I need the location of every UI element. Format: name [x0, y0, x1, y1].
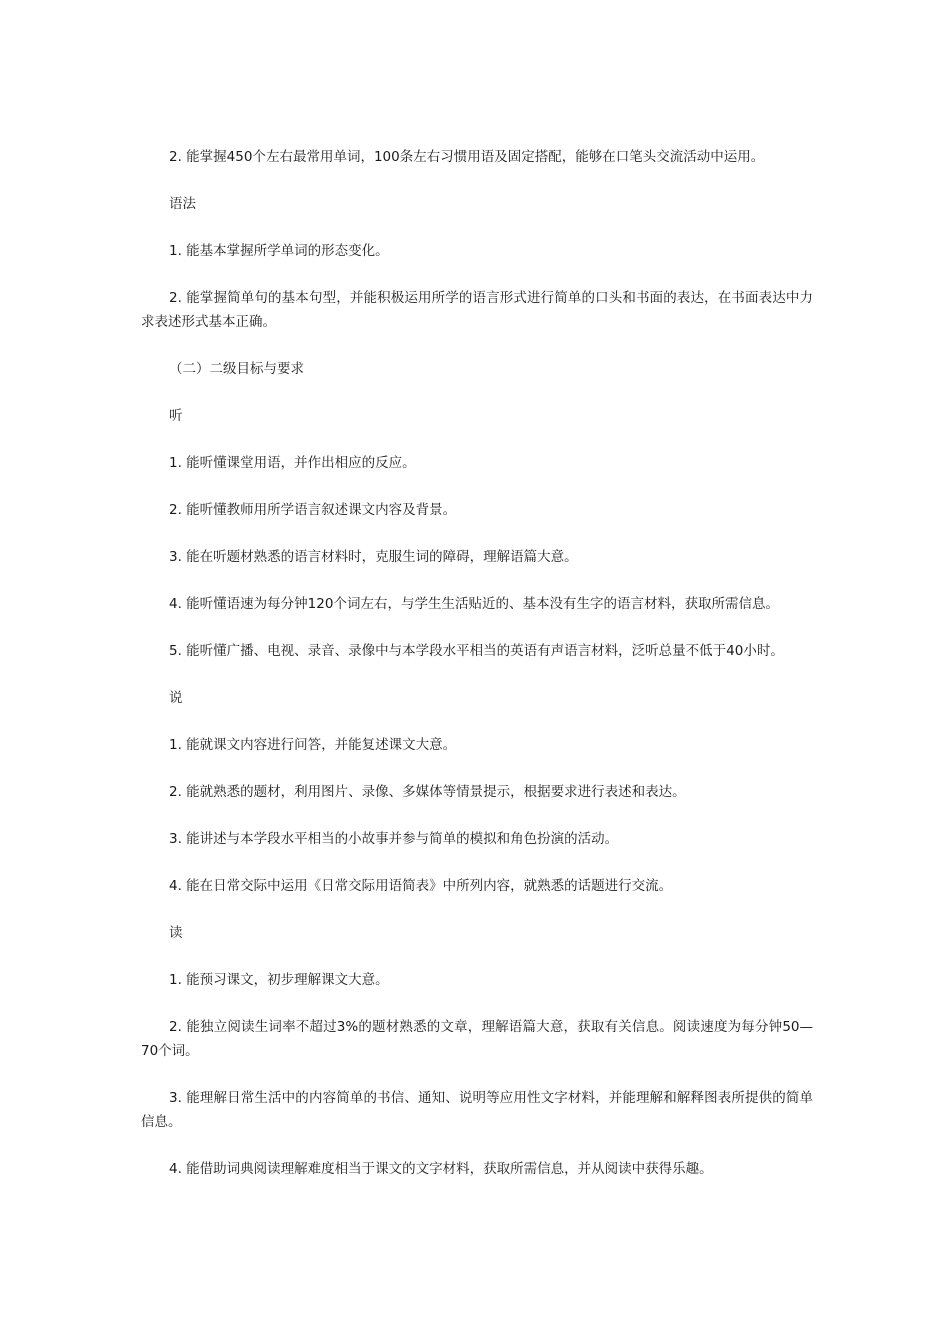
- paragraph-reading-2: 2. 能独立阅读生词率不超过3%的题材熟悉的文章，理解语篇大意，获取有关信息。阅读速度为每分钟50—70个词。: [141, 1019, 813, 1059]
- paragraph-reading-3: 3. 能理解日常生活中的内容简单的书信、通知、说明等应用性文字材料，并能理解和解释图表所提供的简单信息。: [141, 1090, 813, 1130]
- paragraph-vocab-2: 2. 能掌握450个左右最常用单词，100条左右习惯用语及固定搭配，能够在口笔头交流活动中运用。: [169, 149, 765, 165]
- paragraph-listening-2: 2. 能听懂教师用所学语言叙述课文内容及背景。: [169, 502, 457, 518]
- section-title-level-2: （二）二级目标与要求: [169, 361, 304, 377]
- paragraph-speaking-4: 4. 能在日常交际中运用《日常交际用语简表》中所列内容，就熟悉的话题进行交流。: [169, 878, 673, 894]
- heading-grammar: 语法: [169, 196, 196, 212]
- paragraph-grammar-1: 1. 能基本掌握所学单词的形态变化。: [169, 243, 389, 259]
- paragraph-listening-4: 4. 能听懂语速为每分钟120个词左右，与学生生活贴近的、基本没有生字的语言材料，获取所需信息。: [169, 596, 779, 612]
- paragraph-listening-1: 1. 能听懂课堂用语，并作出相应的反应。: [169, 455, 416, 471]
- heading-reading: 读: [169, 925, 183, 941]
- paragraph-speaking-3: 3. 能讲述与本学段水平相当的小故事并参与简单的模拟和角色扮演的活动。: [169, 831, 619, 847]
- paragraph-grammar-2: 2. 能掌握简单句的基本句型，并能积极运用所学的语言形式进行简单的口头和书面的表达，在书面表达中力求表述形式基本正确。: [141, 290, 813, 330]
- paragraph-listening-5: 5. 能听懂广播、电视、录音、录像中与本学段水平相当的英语有声语言材料，泛听总量不低于40小时。: [169, 643, 784, 659]
- heading-listening: 听: [169, 408, 183, 424]
- paragraph-listening-3: 3. 能在听题材熟悉的语言材料时，克服生词的障碍，理解语篇大意。: [169, 549, 578, 565]
- heading-speaking: 说: [169, 690, 183, 706]
- paragraph-speaking-2: 2. 能就熟悉的题材，利用图片、录像、多媒体等情景提示，根据要求进行表述和表达。: [169, 784, 686, 800]
- paragraph-reading-4: 4. 能借助词典阅读理解难度相当于课文的文字材料，获取所需信息，并从阅读中获得乐趣。: [169, 1161, 713, 1177]
- document-body: [141, 145, 813, 1204]
- paragraph-reading-1: 1. 能预习课文，初步理解课文大意。: [169, 972, 389, 988]
- paragraph-speaking-1: 1. 能就课文内容进行问答，并能复述课文大意。: [169, 737, 457, 753]
